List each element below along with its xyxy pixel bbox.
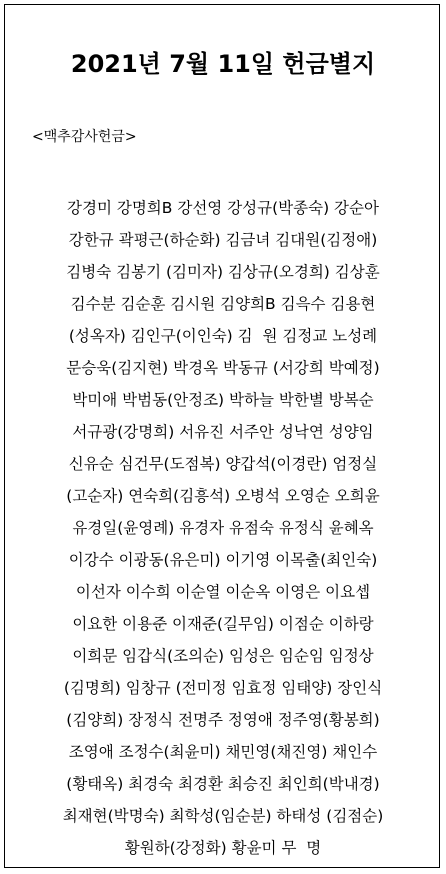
name-line: 이선자 이수희 이순열 이순옥 이영은 이요셉	[75, 583, 371, 601]
name-line: 강경미 강명희B 강선영 강성규(박종숙) 강순아	[67, 199, 379, 217]
name-line: (김양희) 장정식 전명주 정영애 정주영(황봉희)	[66, 711, 380, 729]
document-title: 2021년 7월 11일 헌금별지	[70, 50, 376, 78]
name-line: 신유순 심건무(도점복) 양갑석(이경란) 엄정실	[68, 455, 378, 473]
name-line: 박미애 박범동(안정조) 박하늘 박한별 방복순	[72, 391, 374, 409]
name-line: 이강수 이광동(유은미) 이기영 이목출(최인숙)	[68, 551, 378, 569]
name-line: 문승욱(김지현) 박경옥 박동규 (서강희 박예정)	[66, 359, 380, 377]
name-line: 서규광(강명희) 서유진 서주안 성낙연 성양임	[72, 423, 374, 441]
name-line: 강한규 곽평근(하순화) 김금녀 김대원(김정애)	[68, 231, 378, 249]
donor-name-list	[0, 192, 446, 864]
name-line: (황태옥) 최경숙 최경환 최승진 최인희(박내경)	[66, 775, 380, 793]
name-line: 김수분 김순훈 김시원 김양희B 김윽수 김용현	[70, 295, 376, 313]
name-line: 최재현(박명숙) 최학성(임순분) 하태성 (김점순)	[62, 807, 384, 825]
name-line: 조영애 조정수(최윤미) 채민영(채진영) 채인수	[68, 743, 378, 761]
name-line: 유경일(윤영례) 유경자 유점숙 유정식 윤혜옥	[72, 519, 374, 537]
name-line: 이희문 임갑식(조의순) 임성은 임순임 임정상	[72, 647, 374, 665]
section-label: <맥추감사헌금>	[32, 129, 137, 145]
name-line: (성옥자) 김인구(이인숙) 김 원 김정교 노성례	[68, 327, 378, 345]
name-line: 황원하(강정화) 황윤미 무 명	[124, 839, 322, 857]
name-line: 이요한 이용준 이재준(길무임) 이점순 이하랑	[72, 615, 374, 633]
name-line: (고순자) 연숙희(김흥석) 오병석 오영순 오희윤	[66, 487, 380, 505]
name-line: (김명희) 임창규 (전미정 임효정 임태양) 장인식	[63, 679, 383, 697]
name-line: 김병숙 김봉기 (김미자) 김상규(오경희) 김상훈	[66, 263, 380, 281]
